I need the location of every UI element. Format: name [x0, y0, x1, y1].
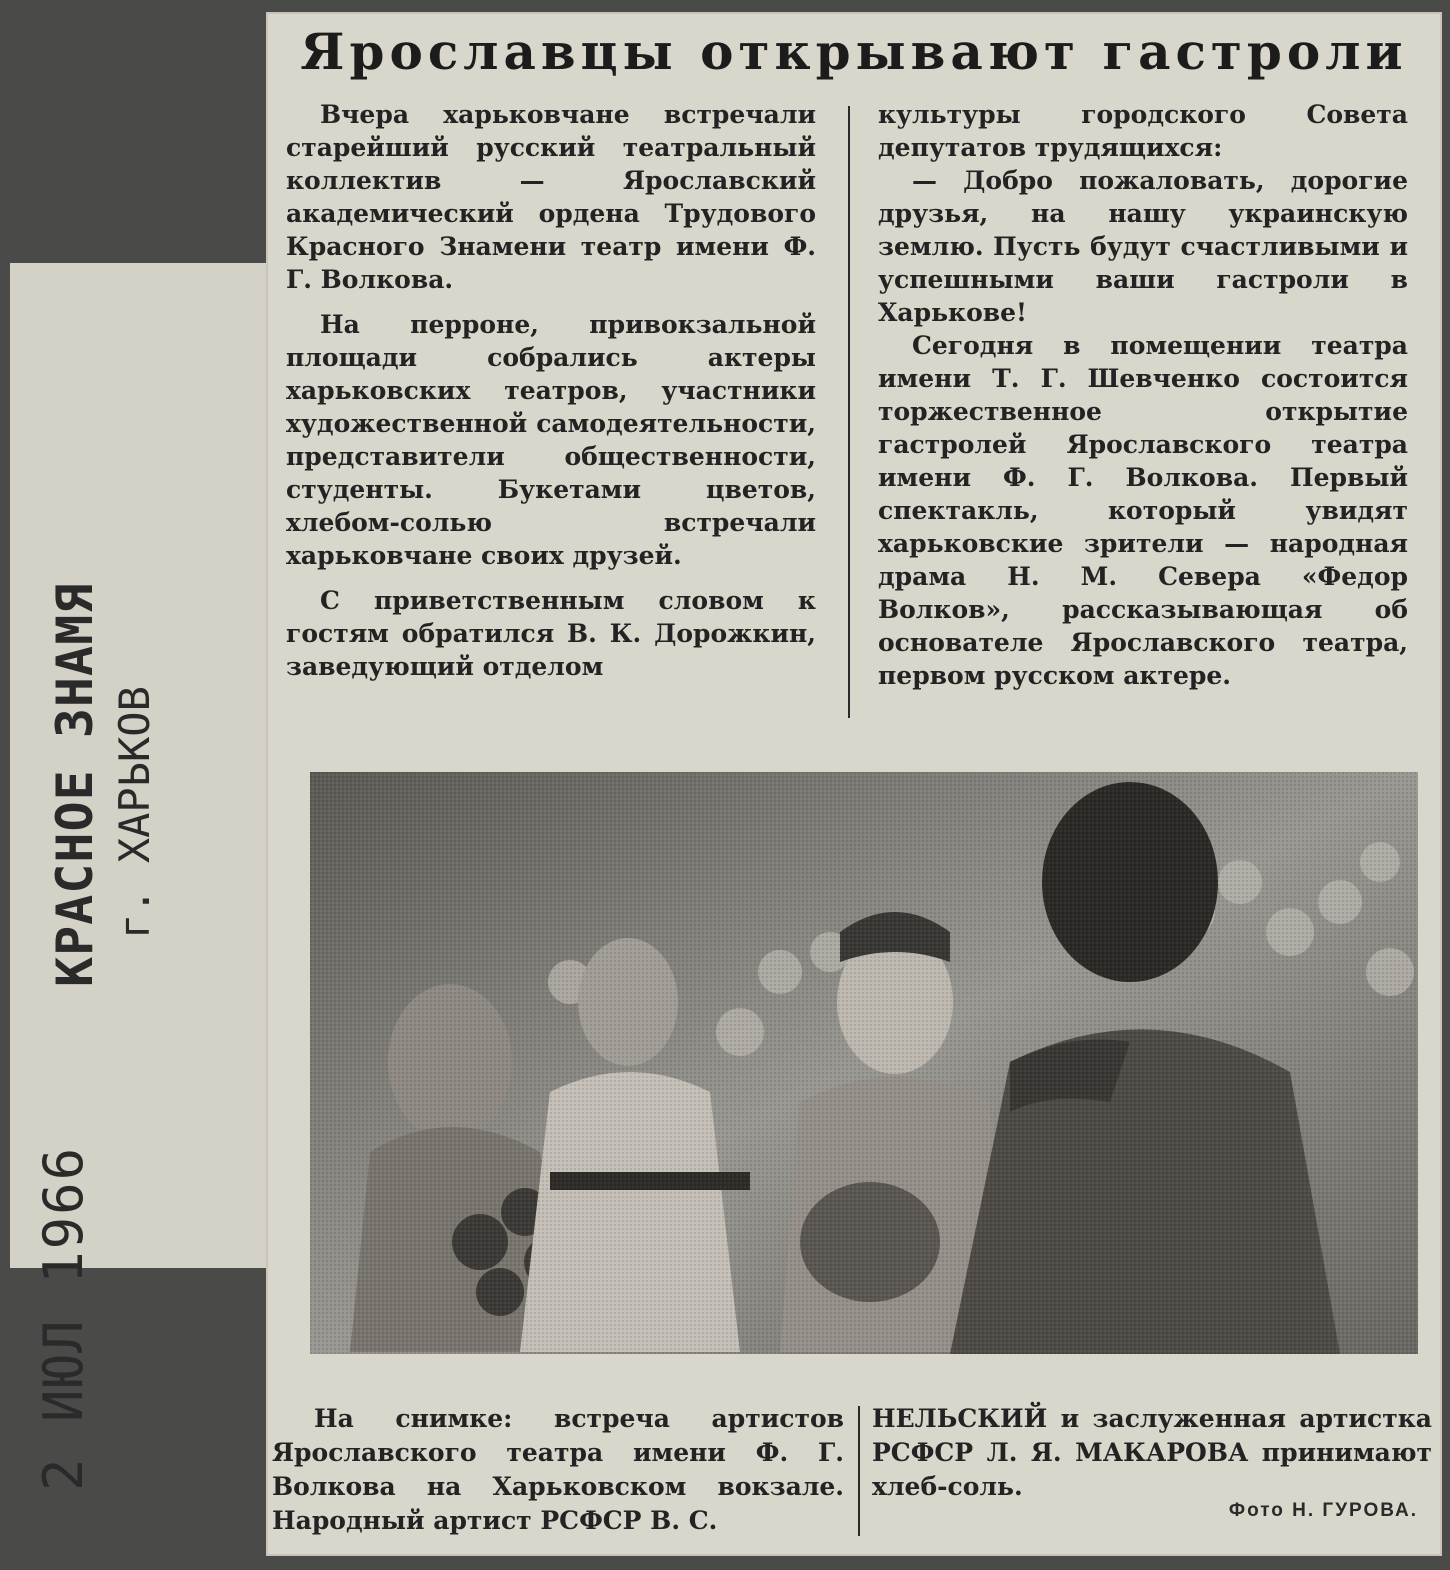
newspaper-clipping — [268, 14, 1440, 1554]
date-stamp: 2 ИЮЛ 1966 — [32, 1145, 95, 1491]
caption-text: На снимке: встреча артистов Ярославского театра имени Ф. Г. Волкова на Харьковском вокзале. Народный артист РСФСР В. С. — [272, 1404, 844, 1535]
article-paragraph: На перроне, привокзальной площади собрались актеры харьковских театров, участники художественной самодеятельности, представители общественности, студенты. Букетами цветов, хлебом-солью встречали харьковчане своих друзей. — [286, 310, 816, 570]
article-paragraph: Сегодня в помещении театра имени Т. Г. Шевченко состоится торжественное открытие гастролей Ярославского театра имени Ф. Г. Волкова. Первый спектакль, который увидят харьковские зрители — народная драма Н. М. Севера «Федор Волков», рассказывающая об основателе Ярославского театра, первом русском актере. — [878, 331, 1408, 690]
article-paragraph: С приветственным словом к гостям обратился В. К. Дорожкин, заведующий отделом — [286, 586, 816, 681]
column-divider — [848, 106, 850, 718]
photo-illustration — [310, 772, 1418, 1354]
archive-stamp-card — [10, 263, 268, 1491]
article-headline: Ярославцы открывают гастроли — [300, 22, 1408, 81]
city-stamp: г. ХАРЬКОВ — [110, 686, 159, 939]
photo-caption-left — [272, 1402, 844, 1538]
newspaper-name-stamp: КРАСНОЕ ЗНАМЯ — [46, 582, 104, 987]
article-column-right — [878, 98, 1408, 692]
photo-credit: Фото Н. ГУРОВА. — [1228, 1500, 1418, 1521]
caption-text: НЕЛЬСКИЙ и заслуженная артистка РСФСР Л. Я. МАКАРОВА принимают хлеб-соль. — [872, 1404, 1432, 1501]
news-photo — [310, 772, 1418, 1354]
caption-divider — [858, 1406, 860, 1536]
article-column-left — [286, 98, 816, 683]
photo-caption-right — [872, 1402, 1432, 1504]
article-paragraph: — Добро пожаловать, дорогие друзья, на нашу украинскую землю. Пусть будут счастливыми и успешными ваши гастроли в Харькове! — [878, 166, 1408, 327]
article-paragraph: культуры городского Совета депутатов трудящихся: — [878, 100, 1408, 162]
article-paragraph: Вчера харьковчане встречали старейший русский театральный коллектив — Ярославский академический ордена Трудового Красного Знамени театр имени Ф. Г. Волкова. — [286, 100, 816, 294]
